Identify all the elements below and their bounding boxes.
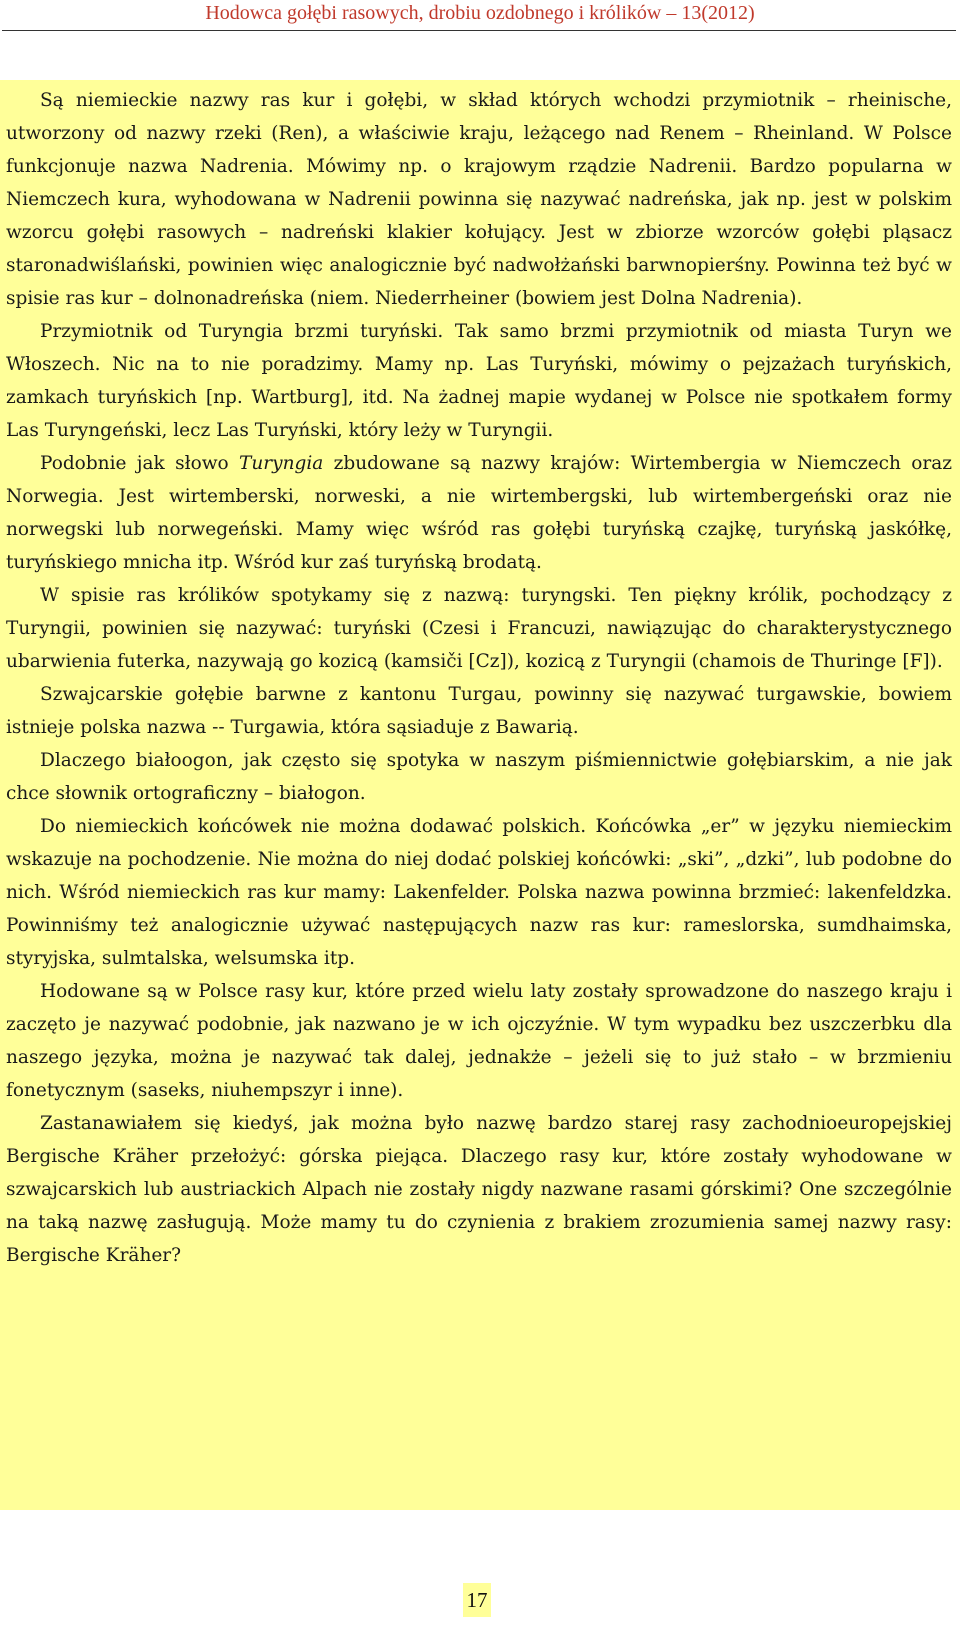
italic-term: Turyngia <box>239 453 324 474</box>
paragraph-bergische: Zastanawiałem się kiedyś, jak można było nazwę bardzo starej rasy zachodnioeuropejskiej Bergische Kräher przełożyć: górska piejąca. Dlaczego rasy kur, które zostały wyhodowane w szwajcarskich lub austriackich Alpach nie zostały nigdy nazwane rasami górskimi? One szczególnie na taką nazwę zasługują. Może mamy tu do czynienia z brakiem zrozumienia samej nazwy rasy: Bergische Kräher? <box>6 1113 952 1266</box>
paragraph-nadrenia: Są niemieckie nazwy ras kur i gołębi, w skład których wchodzi przymiotnik – rheinische, utworzony od nazwy rzeki (Ren), a właściwie kraju, leżącego nad Renem – Rheinland. W Polsce funkcjonuje nazwa Nadrenia. Mówimy np. o krajowym rządzie Nadrenii. Bardzo popularna w Niemczech kura, wyhodowana w Nadrenii powinna się nazywać nadreńska, jak np. jest w polskim wzorcu gołębi rasowych – nadreński klakier kołujący. Jest w zbiorze wzorców gołębi pląsacz staronadwiślański, powinien więc analogicznie być nadwołżański barwnopierśny. Powinna też być w spisie ras kur – dolnonadreńska (niem. Niederrheiner (bowiem jest Dolna Nadrenia). <box>6 90 952 309</box>
paragraph-kroliki: W spisie ras królików spotykamy się z nazwą: turyngski. Ten piękny królik, pochodzący z Turyngii, powinien się nazywać: turyński (Czesi i Francuzi, nawiązując do charakterystycznego ubarwienia futerka, nazywają go kozicą (kamsiči [Cz]), kozicą z Turyngii (chamois de Thuringe [F]). <box>6 585 952 672</box>
paragraph-wirtembergia: Podobnie jak słowo Turyngia zbudowane są nazwy krajów: Wirtembergia w Niemczech oraz Norwegia. Jest wirtemberski, norweski, a nie wirtembergski, lub wirtembergeński oraz nie norwegski lub norwegeński. Mamy więc wśród ras gołębi turyńską czajkę, turyńską jaskółkę, turyńskiego mnicha itp. Wśród kur zaś turyńską brodatą. <box>6 453 952 573</box>
paragraph-turgau: Szwajcarskie gołębie barwne z kantonu Turgau, powinny się nazywać turgawskie, bowiem istnieje polska nazwa -- Turgawia, która sąsiaduje z Bawarią. <box>6 684 952 738</box>
paragraph-koncowki: Do niemieckich końcówek nie można dodawać polskich. Końcówka „er” w języku niemieckim wskazuje na pochodzenie. Nie można do niej dodać polskiej końcówki: „ski”, „dzki”, lub podobne do nich. Wśród niemieckich ras kur mamy: Lakenfelder. Polska nazwa powinna brzmieć: lakenfeldzka. Powinniśmy też analogicznie używać następujących nazw ras kur: rameslorska, sumdhaimska, styryjska, sulmtalska, welsumska itp. <box>6 816 952 969</box>
paragraph-rasy-kur: Hodowane są w Polsce rasy kur, które przed wielu laty zostały sprowadzone do naszego kraju i zaczęto je nazywać podobnie, jak nazwano je w ich ojczyźnie. W tym wypadku bez uszczerbku dla naszego języka, można je nazywać tak dalej, jednakże – jeżeli się to już stało – w brzmieniu fonetycznym (saseks, niuhempszyr i inne). <box>6 981 952 1101</box>
article-body <box>0 80 960 1510</box>
paragraph-turyngia: Przymiotnik od Turyngia brzmi turyński. Tak samo brzmi przymiotnik od miasta Turyn we Włoszech. Nic na to nie poradzimy. Mamy np. Las Turyński, mówimy o pejzażach turyńskich, zamkach turyńskich [np. Wartburg], itd. Na żadnej mapie wydanej w Polsce nie spotkałem formy Las Turyngeński, lecz Las Turyński, który leży w Turyngii. <box>6 321 952 441</box>
paragraph-bialogon: Dlaczego białoogon, jak często się spotyka w naszym piśmiennictwie gołębiarskim, a nie jak chce słownik ortograficzny – białogon. <box>6 750 952 804</box>
header-rule <box>2 30 956 31</box>
page-number: 17 <box>463 1583 491 1617</box>
running-header: Hodowca gołębi rasowych, drobiu ozdobnego i królików – 13(2012) <box>205 2 755 24</box>
